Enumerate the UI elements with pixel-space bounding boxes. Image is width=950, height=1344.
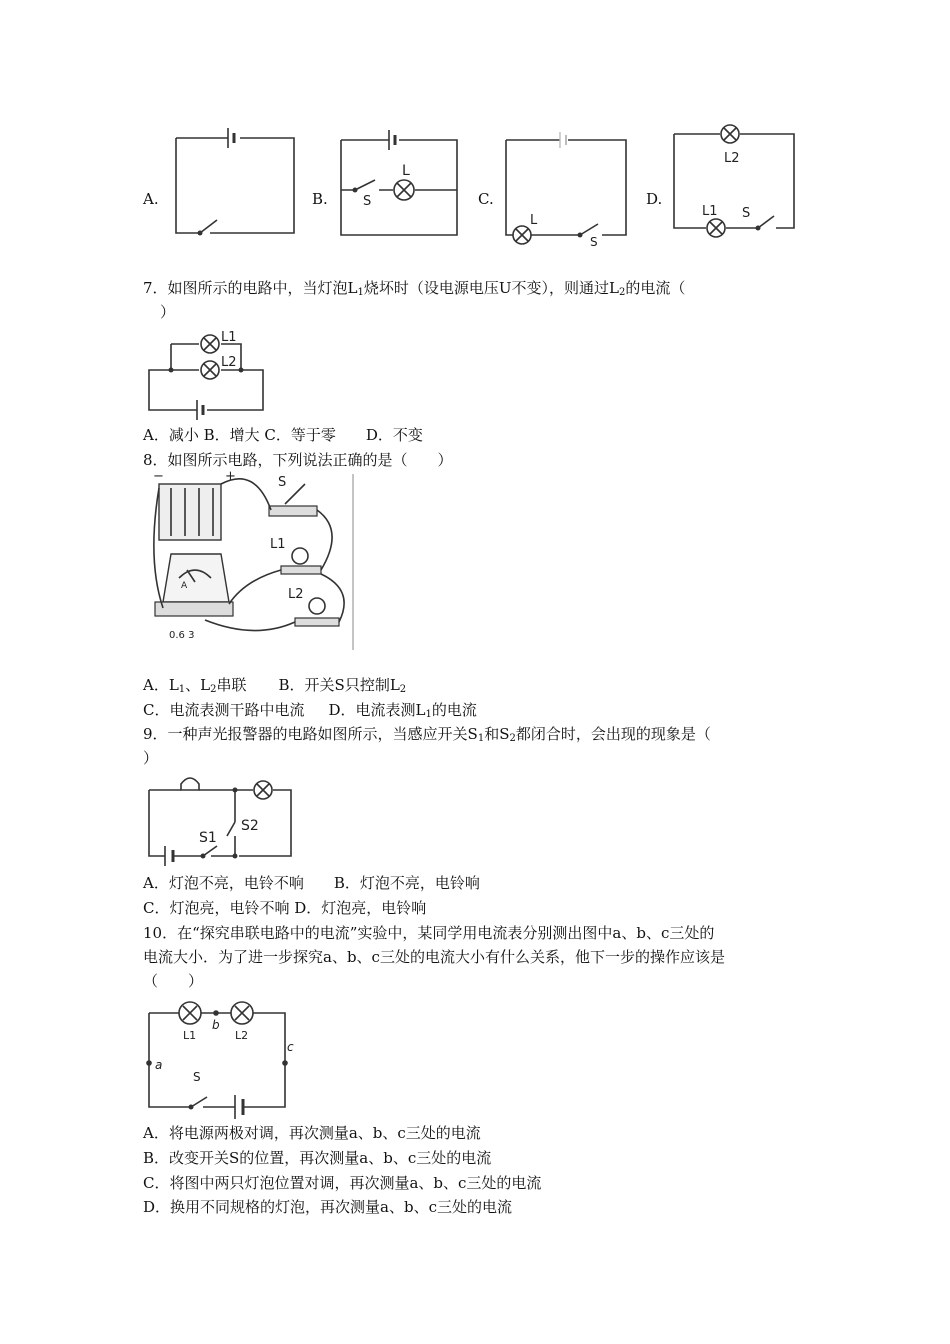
lamp1-base <box>281 566 321 574</box>
q9-circuit <box>145 770 295 865</box>
q6-circuit-b <box>335 120 465 245</box>
q9-stem-cont: ） <box>143 749 159 767</box>
q7-stem: 7．如图所示的电路中，当灯泡$L_1$烧坏时（设电源电压U不变），则通过$L_2$的电流（ <box>143 279 686 298</box>
q7-options: A．减小 B．增大 C．等于零 D．不变 <box>143 426 423 444</box>
q6d-switch-label: S <box>742 206 751 221</box>
q8-l1-label: L1 <box>270 537 286 552</box>
q9-options-cd: C．灯泡亮，电铃不响 D．灯泡亮，电铃响 <box>143 899 427 917</box>
q9-s2-label: S2 <box>241 818 259 834</box>
q9-options-ab: A．灯泡不亮，电铃不响 B．灯泡不亮，电铃响 <box>143 874 480 892</box>
q10-l1-label: L1 <box>183 1029 197 1042</box>
q10-point-c: c <box>287 1040 294 1054</box>
q10-option-d: D．换用不同规格的灯泡，再次测量a、b、c三处的电流 <box>143 1198 512 1216</box>
q6d-l2-label: L2 <box>724 151 740 166</box>
q6-option-c-letter: C. <box>478 190 494 208</box>
q10-circuit <box>145 995 295 1115</box>
q10-stem-line3: （ ） <box>143 972 204 990</box>
q8-options-cd: C．电流表测干路中电流 D．电流表测$L_1$的电流 <box>143 701 477 720</box>
q6d-l1-label: L1 <box>702 204 718 219</box>
q6-circuit-a <box>170 120 300 245</box>
q10-option-c: C．将图中两只灯泡位置对调，再次测量a、b、c三处的电流 <box>143 1174 542 1192</box>
q6-option-b-letter: B. <box>312 190 328 208</box>
q8-switch-label: S <box>278 475 287 490</box>
q7-circuit <box>145 328 270 418</box>
battery-box <box>159 484 221 540</box>
q6c-switch-label: S <box>590 235 598 249</box>
q10-option-a: A．将电源两极对调，再次测量a、b、c三处的电流 <box>143 1124 481 1142</box>
q10-point-a: a <box>155 1058 163 1072</box>
q6-circuit-d <box>668 120 803 245</box>
q6b-switch-label: S <box>363 194 372 209</box>
q7-l1-label: L1 <box>221 330 237 345</box>
ammeter-a-label: A <box>181 581 188 591</box>
q6-option-a-letter: A. <box>143 190 159 208</box>
switch-base <box>269 506 317 516</box>
q6-option-d-letter: D. <box>646 190 663 208</box>
q10-option-b: B．改变开关S的位置，再次测量a、b、c三处的电流 <box>143 1149 492 1167</box>
q10-l2-label: L2 <box>235 1029 249 1042</box>
q10-stem-line1: 10．在“探究串联电路中的电流”实验中，某同学用电流表分别测出图中a、b、c三处的 <box>143 924 715 942</box>
lamp2-base <box>295 618 339 626</box>
ammeter-terminals-label: 0.6 3 <box>169 630 195 641</box>
q6-circuit-c <box>500 120 635 250</box>
q8-l2-label: L2 <box>288 587 304 602</box>
q8-stem: 8．如图所示电路，下列说法正确的是（ ） <box>143 451 453 469</box>
ammeter-body <box>163 554 229 602</box>
q10-point-b: b <box>212 1018 220 1032</box>
q6c-lamp-label: L <box>530 213 538 228</box>
q10-switch-label: S <box>193 1070 201 1084</box>
q8-options-ab: A．$L_1$、$L_2$串联 B．开关S只控制$L_2$ <box>143 676 407 695</box>
ammeter-base <box>155 602 233 616</box>
q9-stem: 9．一种声光报警器的电路如图所示，当感应开关$S_1$和$S_2$都闭合时，会出现的现象是（ <box>143 725 711 744</box>
q10-stem-line2: 电流大小．为了进一步探究a、b、c三处的电流大小有什么关系，他下一步的操作应该是 <box>143 948 725 966</box>
q9-s1-label: S1 <box>199 830 217 846</box>
q7-stem-cont: ） <box>160 303 176 321</box>
q7-l2-label: L2 <box>221 355 237 370</box>
battery-plus-label: + <box>225 469 236 484</box>
battery-minus-label: − <box>153 469 164 484</box>
bell-icon <box>181 778 199 790</box>
q6b-lamp-label: L <box>402 163 410 179</box>
q8-circuit-photo <box>145 470 360 655</box>
